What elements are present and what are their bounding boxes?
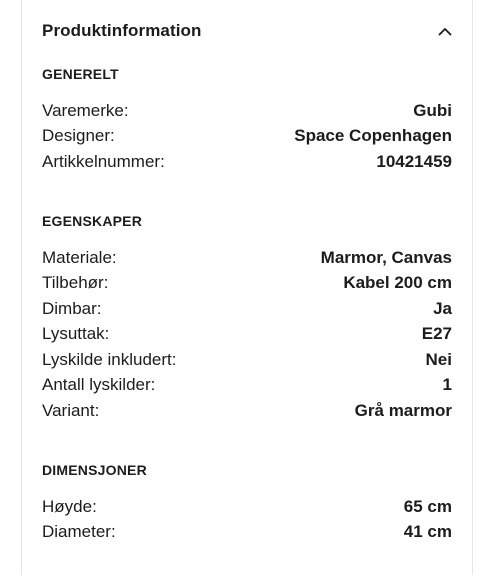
spec-label: Lysuttak: [42,324,110,344]
spec-row-variant [42,398,452,424]
spec-row-dimbar [42,296,452,322]
spec-value: 1 [442,375,452,395]
spec-row-lyskilde-inkludert [42,347,452,373]
product-info-toggle[interactable] [42,14,452,48]
product-info-panel [21,0,473,575]
section-title: GENERELT [42,66,119,82]
section-title: DIMENSJONER [42,462,147,478]
spec-value: Marmor, Canvas [320,247,452,267]
spec-label: Varemerke: [42,100,129,120]
spec-row-hoyde [42,494,452,520]
spec-row-lysuttak [42,322,452,348]
section-title: EGENSKAPER [42,213,143,229]
spec-label: Høyde: [42,496,97,516]
spec-label: Materiale: [42,247,117,267]
spec-row-antall-lyskilder [42,373,452,399]
spec-label: Variant: [42,400,100,420]
section-dimensjoner [42,460,452,545]
spec-value: Space Copenhagen [294,126,452,146]
spec-value: Ja [433,298,452,318]
section-generelt [42,64,452,175]
spec-value: 10421459 [376,151,452,171]
spec-value: 41 cm [403,522,452,542]
spec-label: Tilbehør: [42,273,109,293]
spec-label: Designer: [42,126,115,146]
spec-value: Grå marmor [354,400,452,420]
spec-row-varemerke [42,98,452,124]
spec-value: E27 [421,324,452,344]
spec-row-designer [42,124,452,150]
spec-label: Antall lyskilder: [42,375,156,395]
spec-row-tilbehor [42,271,452,297]
section-egenskaper [42,211,452,424]
product-info-title: Produktinformation [42,21,202,40]
spec-label: Lyskilde inkludert: [42,349,177,369]
spec-value: Nei [425,349,452,369]
spec-label: Dimbar: [42,298,102,318]
spec-row-artikkelnummer [42,149,452,175]
spec-label: Artikkelnummer: [42,151,165,171]
spec-value: Gubi [413,100,452,120]
spec-value: Kabel 200 cm [343,273,452,293]
spec-row-materiale [42,245,452,271]
spec-label: Diameter: [42,522,116,542]
spec-value: 65 cm [403,496,452,516]
spec-row-diameter [42,520,452,546]
chevron-up-icon[interactable] [438,24,452,38]
